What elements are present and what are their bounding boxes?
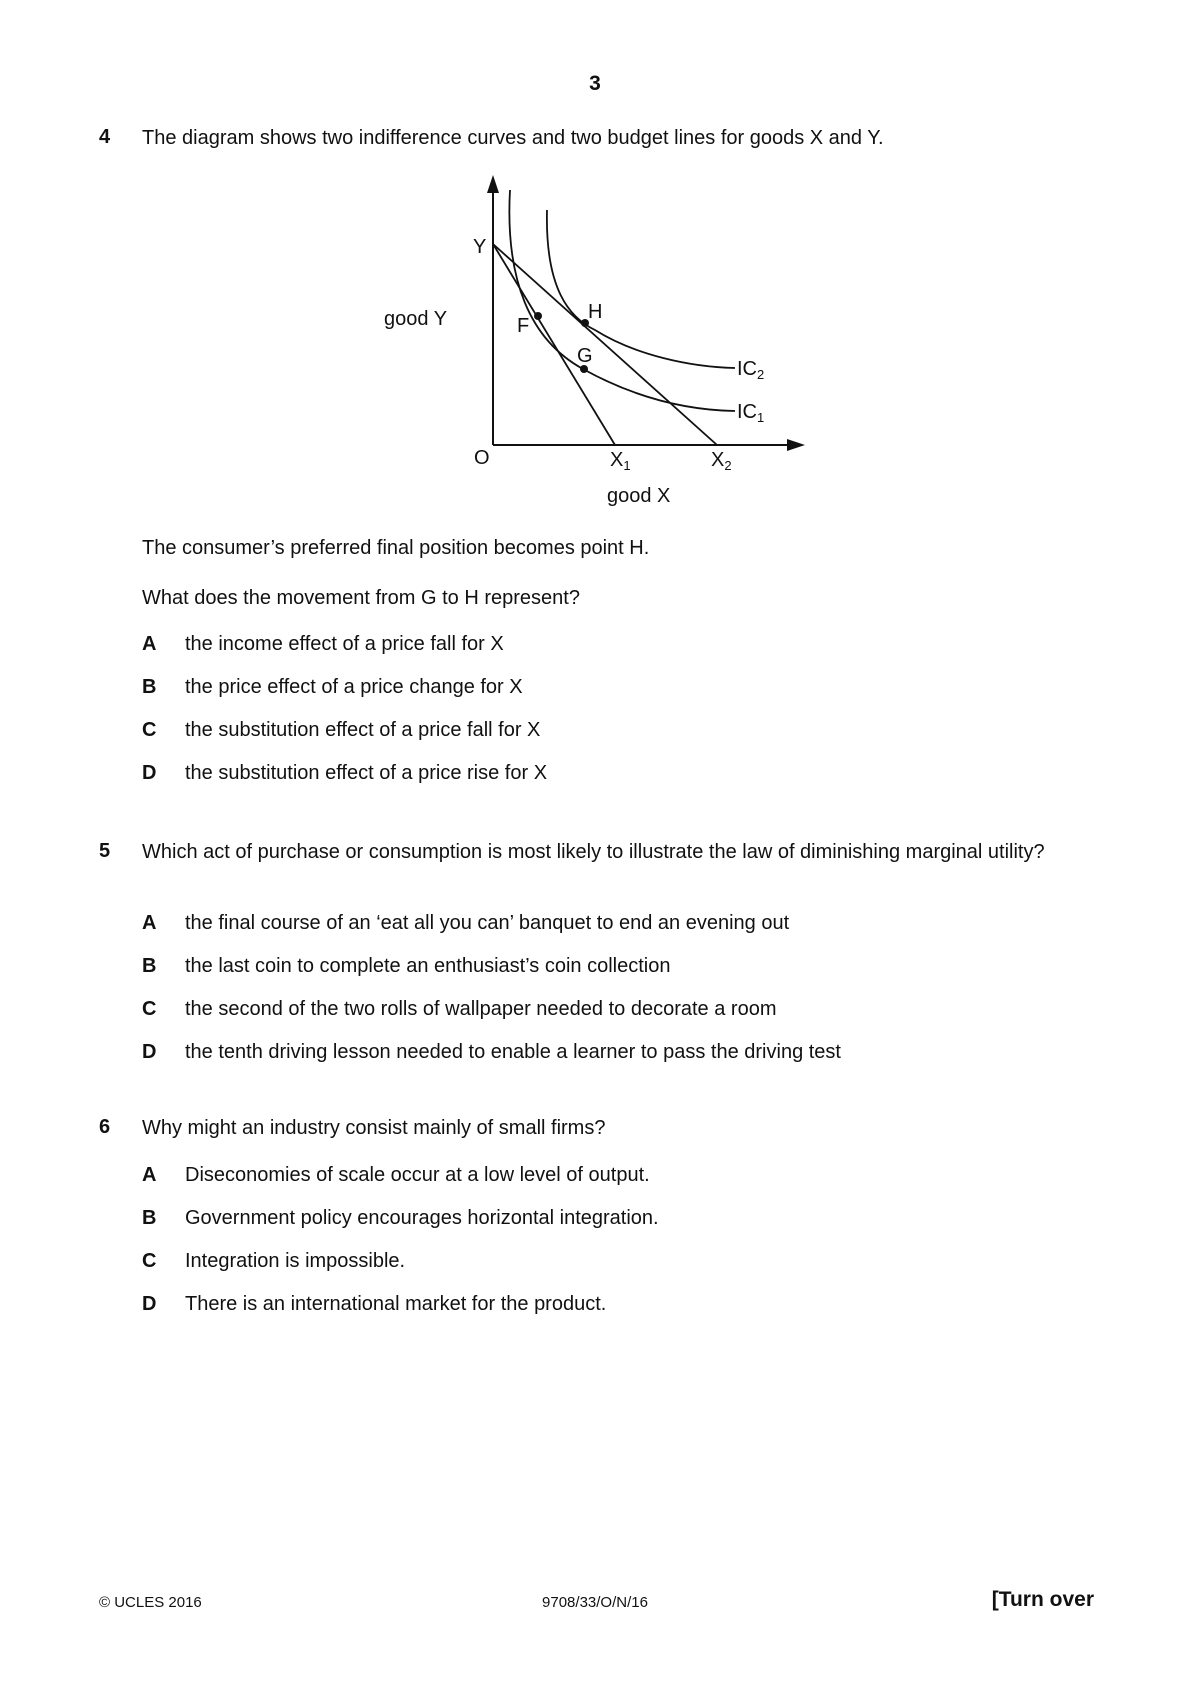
question-5-number: 5 xyxy=(99,840,111,862)
question-5-stem: Which act of purchase or consumption is most likely to illustrate the law of diminishing marginal utility? xyxy=(142,841,1045,863)
q5-option-d-letter: D xyxy=(142,1041,157,1063)
ic2-label: $IC_2$ xyxy=(737,358,765,382)
q4-option-b-letter: B xyxy=(142,676,157,698)
q4-option-b-text: the price effect of a price change for X xyxy=(185,676,523,698)
ic1-label: $IC_1$ xyxy=(737,401,765,425)
budget-line-y-x2 xyxy=(493,244,717,445)
q4-option-c-letter: C xyxy=(142,719,157,741)
point-f-label: F xyxy=(517,315,530,337)
y-intercept-label: Y xyxy=(473,236,487,258)
q6-option-c-letter: C xyxy=(142,1250,157,1272)
page-number: 3 xyxy=(589,72,601,95)
point-f-marker xyxy=(534,312,542,320)
question-6-stem: Why might an industry consist mainly of small firms? xyxy=(142,1117,606,1139)
indifference-curve-diagram xyxy=(0,0,1190,520)
question-4-statement: The consumer’s preferred final position becomes point H. xyxy=(142,537,650,559)
footer-paper-code: 9708/33/O/N/16 xyxy=(542,1594,648,1611)
q5-option-b-text: the last coin to complete an enthusiast’s coin collection xyxy=(185,955,671,977)
y-axis-arrow xyxy=(487,175,499,193)
q4-option-a-letter: A xyxy=(142,633,157,655)
y-axis-label: good Y xyxy=(384,308,448,330)
q6-option-a-letter: A xyxy=(142,1164,157,1186)
q6-option-a-text: Diseconomies of scale occur at a low level of output. xyxy=(185,1164,650,1186)
indifference-curve-ic2 xyxy=(547,210,735,368)
q6-option-d-letter: D xyxy=(142,1293,157,1315)
footer-turn-over: [Turn over xyxy=(991,1588,1094,1611)
q4-option-d-letter: D xyxy=(142,762,157,784)
budget-line-y-x1 xyxy=(493,244,615,445)
q5-option-c-letter: C xyxy=(142,998,157,1020)
point-g-label: G xyxy=(577,345,593,367)
question-4-stem: The diagram shows two indifference curves and two budget lines for goods X and Y. xyxy=(142,127,884,149)
q6-option-c-text: Integration is impossible. xyxy=(185,1250,406,1272)
q5-option-d-text: the tenth driving lesson needed to enable a learner to pass the driving test xyxy=(185,1041,841,1063)
x2-label: $X_2$ xyxy=(711,449,732,473)
q5-option-b-letter: B xyxy=(142,955,157,977)
indifference-curve-ic1 xyxy=(509,190,735,411)
question-4-number: 4 xyxy=(99,126,111,148)
x1-label: $X_1$ xyxy=(610,449,631,473)
question-4-question: What does the movement from G to H represent? xyxy=(142,587,580,609)
q6-option-d-text: There is an international market for the product. xyxy=(185,1293,607,1315)
origin-label: O xyxy=(474,447,490,469)
x-axis-arrow xyxy=(787,439,805,451)
question-6-number: 6 xyxy=(99,1116,111,1138)
q6-option-b-text: Government policy encourages horizontal integration. xyxy=(185,1207,659,1229)
q5-option-c-text: the second of the two rolls of wallpaper needed to decorate a room xyxy=(185,998,777,1020)
q6-option-b-letter: B xyxy=(142,1207,157,1229)
point-h-label: H xyxy=(588,301,603,323)
q5-option-a-letter: A xyxy=(142,912,157,934)
x-axis-label: good X xyxy=(607,485,671,507)
footer-copyright: © UCLES 2016 xyxy=(99,1594,202,1611)
q4-option-d-text: the substitution effect of a price rise for X xyxy=(185,762,548,784)
q5-option-a-text: the final course of an ‘eat all you can’ banquet to end an evening out xyxy=(185,912,790,934)
q4-option-c-text: the substitution effect of a price fall for X xyxy=(185,719,541,741)
q4-option-a-text: the income effect of a price fall for X xyxy=(185,633,504,655)
